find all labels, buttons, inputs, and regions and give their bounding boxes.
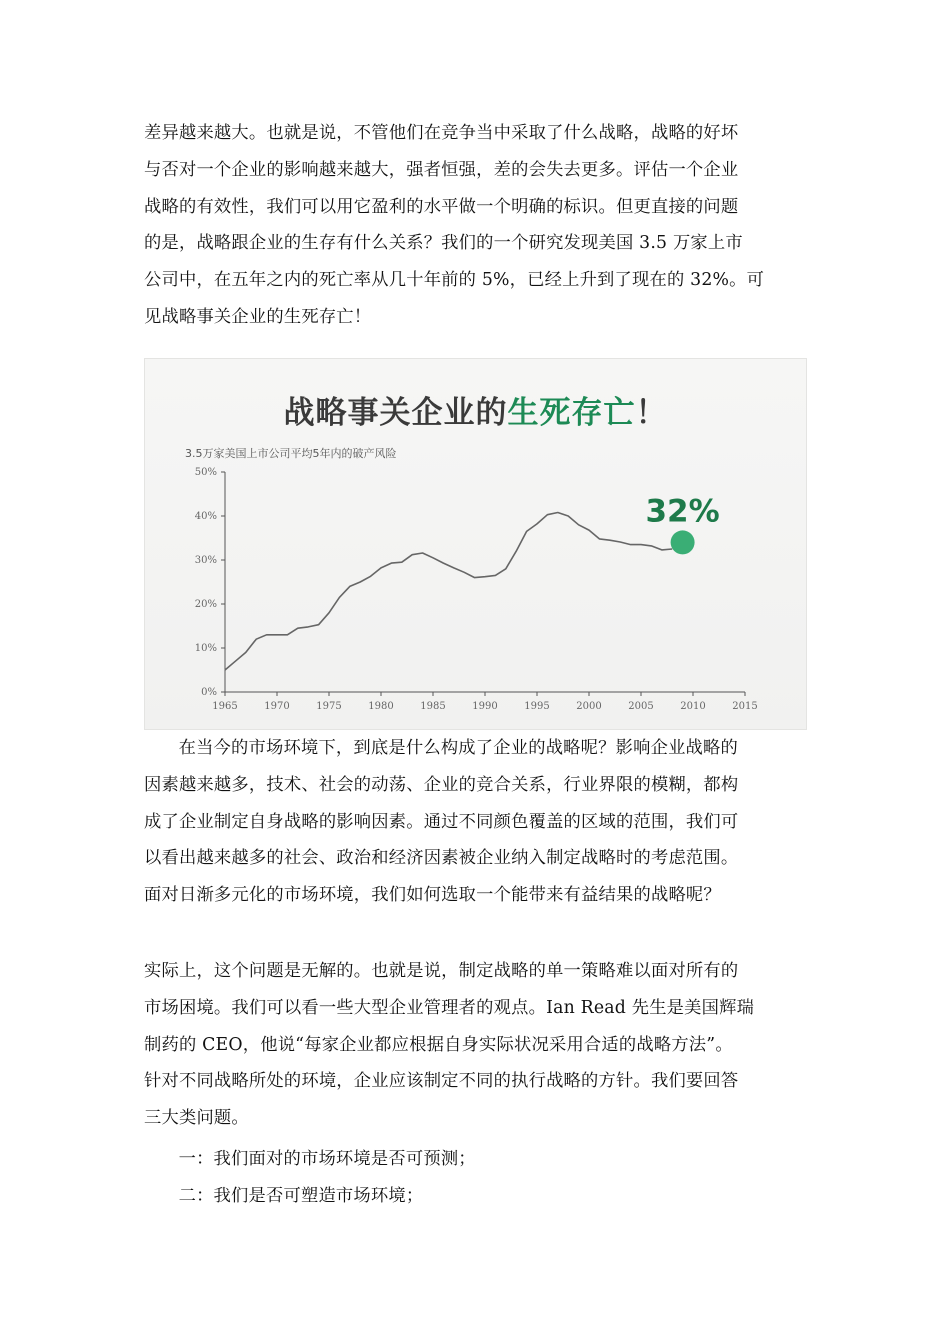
y-tick-label: 50% (194, 467, 217, 478)
x-tick-label: 2010 (680, 701, 706, 712)
text-line: 成了企业制定自身战略的影响因素。通过不同颜色覆盖的区域的范围，我们可 (144, 811, 739, 832)
x-tick-label: 2000 (576, 701, 602, 712)
x-tick-label: 1965 (212, 701, 238, 712)
text-line: 因素越来越多，技术、社会的动荡、企业的竞合关系，行业界限的模糊，都构 (144, 774, 739, 795)
series-line (225, 513, 672, 671)
figure-title-end: ！ (635, 395, 668, 431)
x-tick-label: 2005 (628, 701, 654, 712)
text-line: 差异越来越大。也就是说，不管他们在竞争当中采取了什么战略，战略的好坏 (144, 123, 739, 143)
line-chart (145, 359, 806, 729)
text-line: 三大类问题。 (144, 1108, 249, 1129)
y-tick-label: 40% (194, 511, 217, 522)
text-line: 以看出越来越多的社会、政治和经济因素被企业纳入制定战略时的考虑范围。 (144, 848, 739, 869)
y-tick-label: 20% (194, 599, 217, 610)
text-line: 在当今的市场环境下，到底是什么构成了企业的战略呢？影响企业战略的 (178, 738, 738, 758)
x-tick-label: 1975 (316, 701, 342, 712)
text-line: 实际上，这个问题是无解的。也就是说，制定战略的单一策略难以面对所有的 (144, 961, 739, 981)
y-tick-label: 30% (194, 555, 217, 566)
y-tick-label: 10% (194, 643, 217, 654)
x-tick-label: 1990 (472, 701, 498, 712)
x-tick-label: 2015 (732, 701, 758, 712)
figure-chart (144, 358, 807, 730)
figure-title-main: 战略事关企业的 (283, 395, 508, 431)
text-line: 面对日渐多元化的市场环境，我们如何选取一个能带来有益结果的战略呢？ (144, 885, 721, 906)
intro-paragraph (144, 115, 809, 336)
text-line: 制药的 CEO，他说“每家企业都应根据自身实际状况采用合适的战略方法”。 (144, 1034, 733, 1055)
text-line: 市场困境。我们可以看一些大型企业管理者的观点。Ian Read 先生是美国辉瑞 (144, 997, 755, 1018)
question-list (144, 1141, 809, 1215)
list-item: 二：我们是否可塑造市场环境； (178, 1185, 424, 1206)
x-tick-label: 1980 (368, 701, 394, 712)
marker-label: 32% (645, 493, 720, 530)
text-line: 与否对一个企业的影响越来越大，强者恒强，差的会失去更多。评估一个企业 (144, 159, 739, 180)
x-tick-label: 1970 (264, 701, 290, 712)
x-tick-label: 1995 (524, 701, 550, 712)
text-line: 针对不同战略所处的环境，企业应该制定不同的执行战略的方针。我们要回答 (144, 1071, 739, 1092)
list-item: 一：我们面对的市场环境是否可预测； (178, 1149, 476, 1169)
chart-subtitle: 3.5万家美国上市公司平均5年内的破产风险 (185, 447, 397, 460)
text-line: 公司中，在五年之内的死亡率从几十年前的 5%，已经上升到了现在的 32%。可 (144, 270, 765, 291)
text-line: 见战略事关企业的生死存亡！ (144, 306, 372, 327)
text-line: 战略的有效性，我们可以用它盈利的水平做一个明确的标识。但更直接的问题 (144, 196, 739, 217)
y-tick-label: 0% (201, 687, 217, 698)
text-line: 的是，战略跟企业的生存有什么关系？我们的一个研究发现美国 3.5 万家上市 (144, 233, 743, 254)
marker-point (671, 530, 695, 554)
strategy-paragraph (144, 953, 809, 1137)
x-tick-label: 1985 (420, 701, 446, 712)
figure-title-highlight: 生死存亡 (507, 395, 636, 431)
market-paragraph (144, 730, 809, 914)
